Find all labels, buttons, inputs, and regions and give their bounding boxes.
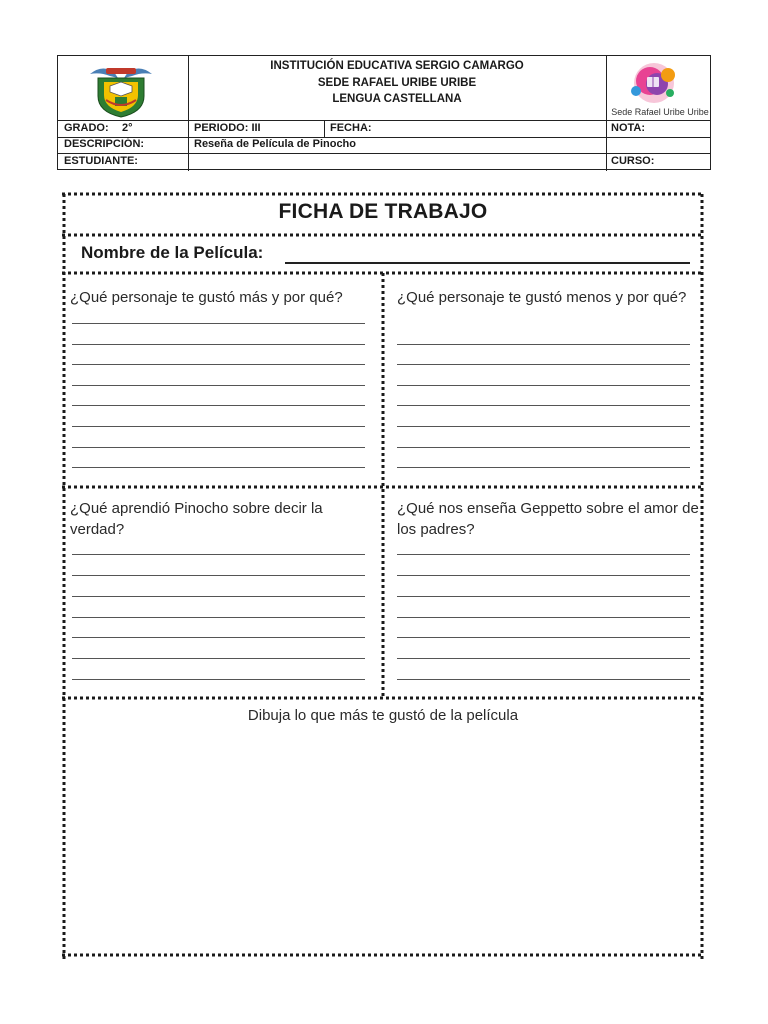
nota-label: NOTA: xyxy=(611,122,646,134)
answer-line[interactable] xyxy=(397,637,690,638)
title-line: SEDE RAFAEL URIBE URIBE xyxy=(317,76,477,89)
answer-line[interactable] xyxy=(72,679,365,680)
answer-line[interactable] xyxy=(72,467,365,468)
answer-line[interactable] xyxy=(72,447,365,448)
curso-label: CURSO: xyxy=(611,155,655,167)
answer-line[interactable] xyxy=(72,596,365,597)
answer-line[interactable] xyxy=(397,679,690,680)
grado-label: GRADO: xyxy=(64,122,109,134)
answer-line[interactable] xyxy=(72,364,365,365)
answer-line[interactable] xyxy=(397,364,690,365)
estudiante-label: ESTUDIANTE: xyxy=(64,155,138,167)
answer-line[interactable] xyxy=(72,575,365,576)
question-1: ¿Qué personaje te gustó más y por qué? xyxy=(70,289,343,306)
worksheet-heading: FICHA DE TRABAJO xyxy=(278,200,488,223)
answer-line[interactable] xyxy=(397,658,690,659)
answer-line[interactable] xyxy=(397,344,690,345)
answer-line[interactable] xyxy=(72,344,365,345)
movie-name-label: Nombre de la Película: xyxy=(81,243,264,262)
question-4: ¿Qué nos enseña Geppetto sobre el amor de los padres? xyxy=(397,500,699,538)
question-3: ¿Qué aprendió Pinocho sobre decir la verdad? xyxy=(70,500,323,538)
drawing-area[interactable] xyxy=(68,730,698,952)
title-line: LENGUA CASTELLANA xyxy=(332,93,462,105)
answer-line[interactable] xyxy=(72,426,365,427)
drawing-prompt: Dibuja lo que más te gustó de la película xyxy=(247,707,519,724)
answer-line[interactable] xyxy=(72,637,365,638)
descripcion-label: DESCRIPCIÓN: xyxy=(64,138,145,150)
movie-name-input-line[interactable] xyxy=(285,262,690,264)
answer-line[interactable] xyxy=(397,405,690,406)
answer-line[interactable] xyxy=(397,385,690,386)
answer-line[interactable] xyxy=(72,385,365,386)
descripcion-value: Reseña de Película de Pinocho xyxy=(194,138,356,150)
answer-line[interactable] xyxy=(72,658,365,659)
title-line: INSTITUCIÓN EDUCATIVA SERGIO CAMARGO xyxy=(270,60,524,72)
question-2: ¿Qué personaje te gustó menos y por qué? xyxy=(397,289,687,306)
answer-line[interactable] xyxy=(397,596,690,597)
periodo-label: PERIODO: III xyxy=(194,122,261,134)
answer-line[interactable] xyxy=(397,447,690,448)
answer-line[interactable] xyxy=(72,617,365,618)
answer-line[interactable] xyxy=(397,575,690,576)
answer-line[interactable] xyxy=(397,426,690,427)
sede-logo-caption: Sede Rafael Uribe Uribe xyxy=(611,107,709,117)
answer-line[interactable] xyxy=(72,405,365,406)
answer-line[interactable] xyxy=(397,617,690,618)
answer-line[interactable] xyxy=(72,323,365,324)
grado-value[interactable]: 2° xyxy=(122,122,133,134)
answer-line[interactable] xyxy=(397,554,690,555)
answer-line[interactable] xyxy=(72,554,365,555)
fecha-label: FECHA: xyxy=(330,122,372,134)
answer-line[interactable] xyxy=(397,467,690,468)
